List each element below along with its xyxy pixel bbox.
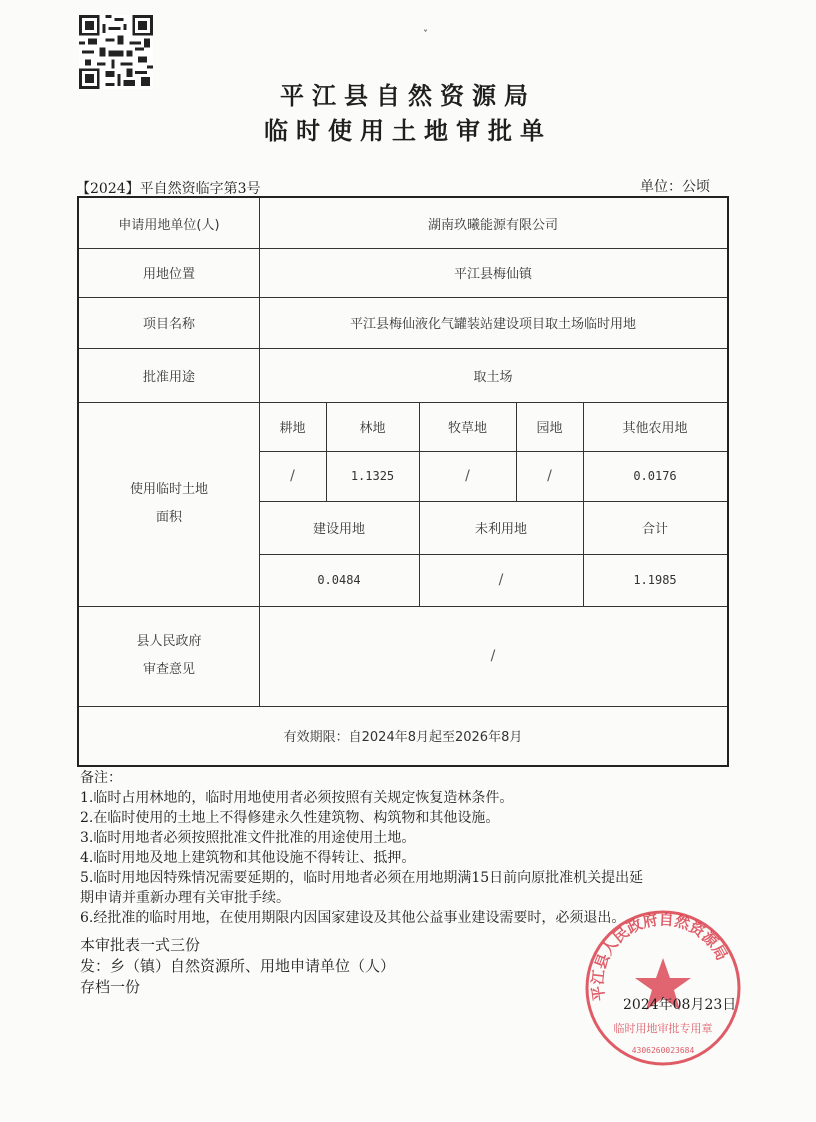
gov-review-value: / [490,648,496,664]
note-item: 1.临时占用林地的，临时用地使用者必须按照有关规定恢复造林条件。 [80,790,514,806]
approval-date: 2024年08月23日 [623,997,737,1013]
note-item: 期申请并重新办理有关审批手续。 [80,890,290,906]
area-value-other-agri: 0.0176 [633,469,677,483]
gov-review-label [79,606,259,706]
location-value: 平江县梅仙镇 [453,267,532,282]
area-header-forest: 林地 [359,421,386,436]
area-header-grassland: 牧草地 [447,421,487,436]
unit-label: 单位：公顷 [640,179,710,195]
note-item: 2.在临时使用的土地上不得修建永久性建筑物、构筑物和其他设施。 [80,810,500,826]
document-number: 【2024】平自然资临字第3号 [76,181,261,197]
title-form: 临时使用土地审批单 [264,117,552,145]
area-label [79,402,259,606]
area-header-cultivated: 耕地 [279,421,306,436]
location-label: 用地位置 [142,267,195,282]
note-item: 6.经批准的临时用地，在使用期限内因国家建设及其他公益事业建设需要时，必须退出。 [80,910,626,926]
area-value-grassland: / [465,468,470,484]
distribution-line: 发：乡（镇）自然资源所、用地申请单位（人） [80,957,396,975]
area-value-construction: 0.0484 [317,573,361,587]
title-agency: 平江县自然资源局 [280,82,536,110]
seal-code: 4306260023684 [631,1046,695,1055]
note-item: 3.临时用地者必须按照批准文件批准的用途使用土地。 [80,830,416,846]
area-header-construction: 建设用地 [312,522,365,537]
validity-period: 有效期限：自2024年8月起至2026年8月 [283,730,523,745]
area-label-line2: 面积 [155,510,182,525]
area-header-other-agri: 其他农用地 [622,421,688,436]
notes-section [80,768,740,928]
area-value-forest: 1.1325 [350,469,395,483]
archive-line: 存档一份 [80,978,141,996]
approval-table [77,196,729,767]
applicant-value: 湖南玖曦能源有限公司 [427,217,558,233]
area-value-cultivated: / [290,468,295,484]
area-header-unused: 未利用地 [474,522,527,537]
seal-text: 平江县人民政府自然资源局 [588,910,732,1003]
area-value-total: 1.1985 [633,573,677,587]
applicant-label: 申请用地单位(人) [118,217,220,233]
distribution-footer [80,935,395,998]
notes-heading: 备注： [80,770,122,786]
project-label: 项目名称 [142,317,195,332]
note-item: 5.临时用地因特殊情况需要延期的，临时用地者必须在用地期满15日前向原批准机关提出延 [80,870,644,886]
note-item: 4.临时用地及地上建筑物和其他设施不得转让、抵押。 [80,850,416,866]
area-header-garden: 园地 [536,421,563,436]
project-value: 平江县梅仙液化气罐装站建设项目取土场临时用地 [349,317,636,332]
scan-mark: ˇ [423,30,428,41]
official-seal-icon [583,908,743,1068]
copies-line: 本审批表一式三份 [80,936,201,954]
seal-subtext: 临时用地审批专用章 [613,1022,713,1035]
purpose-label: 批准用途 [142,369,195,385]
area-label-line1: 使用临时土地 [129,482,208,497]
area-header-total: 合计 [641,522,668,537]
gov-review-label-line2: 审查意见 [142,662,195,677]
area-value-garden: / [547,468,552,484]
purpose-value: 取土场 [473,369,513,385]
gov-review-label-line1: 县人民政府 [136,634,202,649]
area-value-unused: / [498,572,504,588]
